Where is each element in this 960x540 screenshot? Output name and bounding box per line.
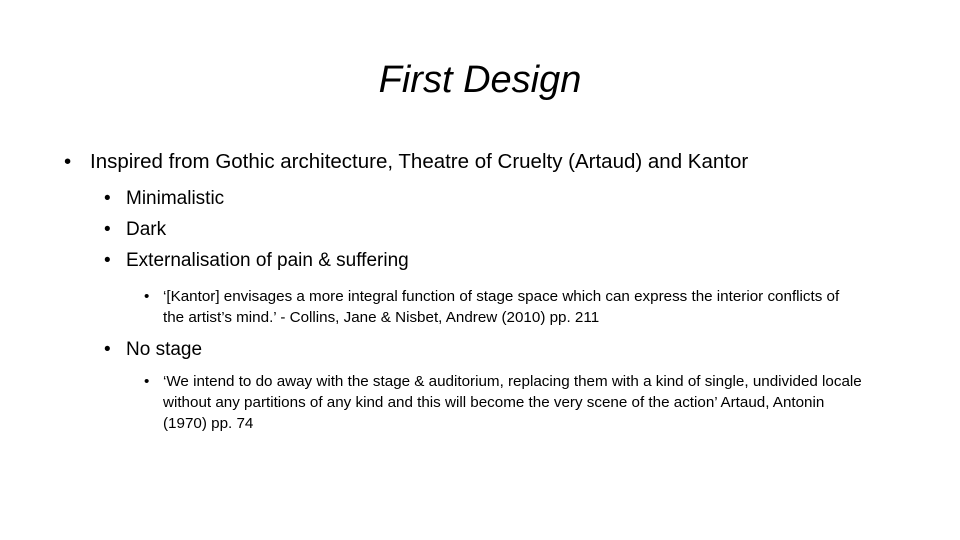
bullet-text: Inspired from Gothic architecture, Theatre of Cruelty (Artaud) and Kantor (90, 150, 749, 173)
quote-artaud (64, 371, 864, 434)
bullet-text: Externalisation of pain & suffering (126, 250, 409, 271)
bullet-dot: • (144, 373, 150, 390)
bullet-inspired (64, 148, 864, 176)
bullet-dot: • (104, 250, 111, 271)
bullet-dark (64, 214, 864, 245)
bullet-text: Minimalistic (126, 188, 225, 209)
bullet-dot: • (104, 339, 111, 360)
bullet-no-stage (64, 334, 864, 365)
bullet-dot: • (64, 150, 72, 173)
quote-text: ‘We intend to do away with the stage & auditorium, replacing them with a kind of single, undivided locale without any partitions of any kind and this will become the very scene of the action’ Artaud, Antonin (1970) pp. 74 (163, 373, 862, 432)
bullet-externalisation (64, 245, 864, 276)
bullet-dot: • (104, 219, 111, 240)
bullet-minimalistic (64, 183, 864, 214)
bullet-dot: • (104, 188, 111, 209)
bullet-text: Dark (126, 219, 167, 240)
quote-kantor (64, 286, 864, 328)
quote-text: ‘[Kantor] envisages a more integral function of stage space which can express the interior conflicts of the artist’s mind.’ - Collins, Jane & Nisbet, Andrew (2010) pp. 211 (163, 288, 840, 326)
slide-title: First Design (378, 59, 582, 101)
slide-body (64, 148, 864, 434)
bullet-dot: • (144, 288, 150, 305)
bullet-text: No stage (126, 339, 203, 360)
